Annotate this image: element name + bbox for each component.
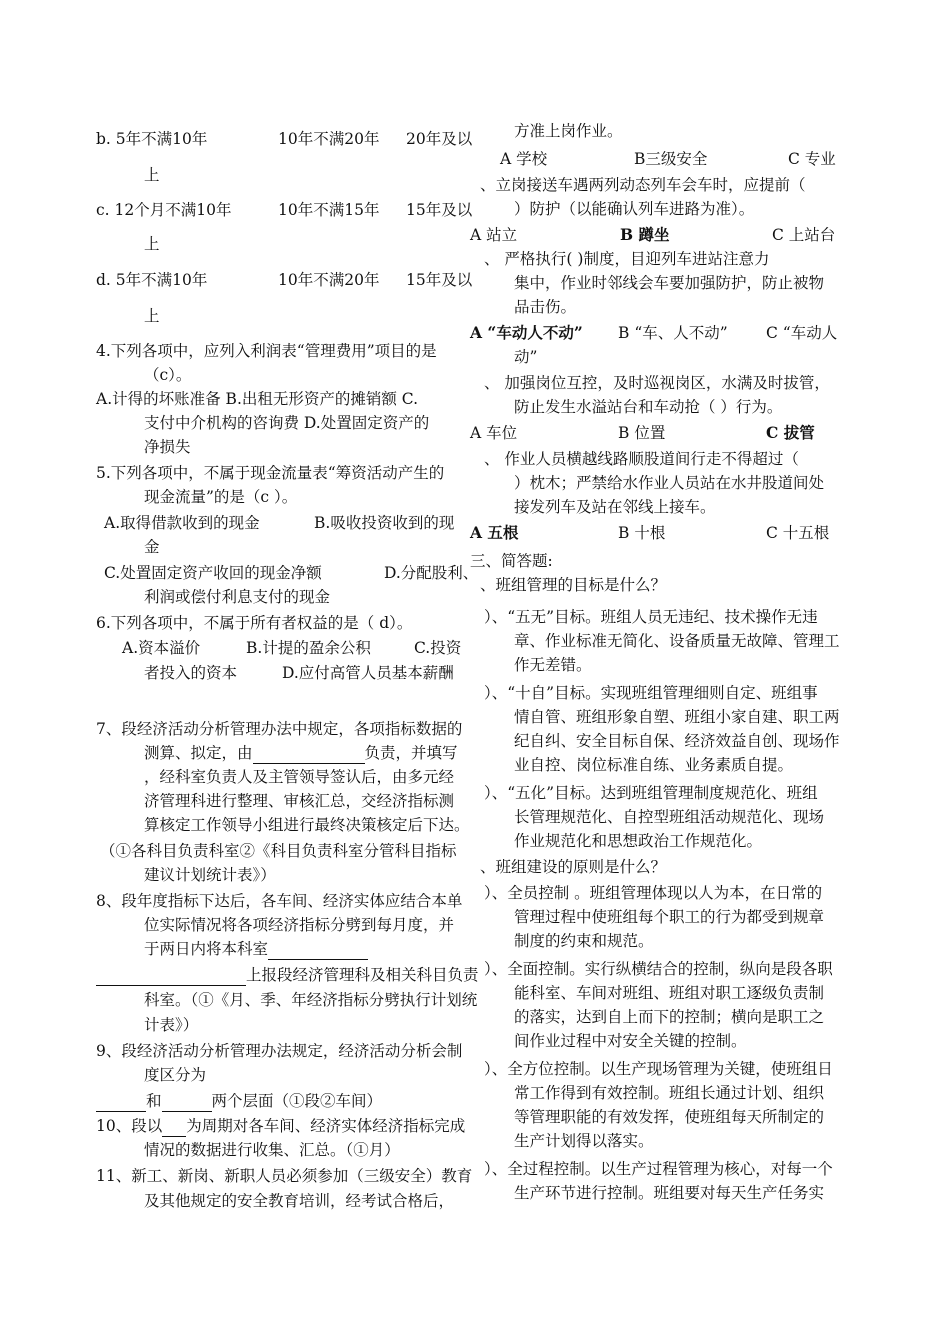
question-line: 、 严格执行( )制度，目迎列车进站注意力: [484, 250, 770, 268]
q3-option-d: [96, 269, 473, 291]
blank-underline: [96, 969, 246, 986]
question-11: 11、新工、新岗、新职人员必须参加（三级安全）教育: [96, 1167, 473, 1185]
question-8-line: 位实际情况将各项经济指标分劈到每月度，并: [144, 916, 455, 934]
text: 测算、拟定，由: [144, 744, 253, 762]
option-text: b. 5年不满10年: [96, 130, 208, 148]
option-text: C.投资: [414, 639, 462, 657]
short-question-1: 、班组管理的目标是什么？: [480, 576, 667, 594]
answer-line: ）、全员控制 。班组管理体现以人为本，在日常的: [484, 884, 823, 902]
question-4-answer: （c）。: [144, 366, 192, 384]
option-text: A 学校: [500, 150, 548, 168]
blank-underline: [268, 943, 368, 960]
answer-line: ）、“十自”目标。实现班组管理细则自定、班组事: [484, 684, 818, 702]
option-text: B 位置: [618, 424, 666, 442]
answer-line: 生产环节进行控制。班组要对每天生产任务实: [514, 1184, 825, 1202]
continuation-line: 方准上岗作业。: [514, 122, 623, 140]
question-7: 7、段经济活动分析管理办法中规定，各项指标数据的: [96, 720, 463, 738]
question-4: 4.下列各项中，应列入利润表“管理费用”项目的是: [96, 342, 437, 360]
q3-option-c: [96, 199, 473, 221]
question-9-line: [96, 1090, 382, 1112]
question-4-options: 净损失: [144, 438, 191, 456]
option-text: B三级安全: [634, 150, 708, 168]
option-text: C “车动人: [766, 324, 838, 342]
question-8-line: [144, 938, 368, 960]
question-line: 、 作业人员横越线路顺股道间行走不得超过（: [484, 450, 799, 468]
question-line: 、立岗接送车遇两列动态列车会车时，应提前（: [480, 176, 806, 194]
answer-line: 制度的约束和规范。: [514, 932, 654, 950]
answer-line: 作无差错。: [514, 656, 592, 674]
option-text: A 站立: [470, 226, 518, 244]
answer-line: ）、全面控制。实行纵横结合的控制，纵向是段各职: [484, 960, 833, 978]
question-line: 防止发生水溢站台和车动抢（ ）行为。: [514, 398, 783, 416]
answer-line: 管理过程中使班组每个职工的行为都受到规章: [514, 908, 825, 926]
option-text: B.计提的盈余公积: [246, 639, 371, 657]
section-heading: 三、简答题:: [470, 552, 553, 570]
option-text: 利润或偿付利息支付的现金: [144, 588, 331, 606]
option-text: C 上站台: [772, 226, 836, 244]
question-4-options: 支付中介机构的咨询费 D.处置固定资产的: [144, 414, 430, 432]
option-text: c. 12个月不满10年: [96, 201, 232, 219]
option-text: [766, 422, 815, 444]
text: 10、段以: [96, 1117, 163, 1135]
question-6: 6.下列各项中，不属于所有者权益的是（ d）。: [96, 614, 413, 632]
answer-line: 的落实，达到自上而下的控制；横向是职工之: [514, 1008, 825, 1026]
question-7-line: [144, 742, 458, 764]
answer-line: ）、“五无”目标。班组人员无违纪、技术操作无违: [484, 608, 818, 626]
text: 上报段经济管理科及相关科目负责: [246, 966, 479, 984]
question-7-line: 济管理科进行整理、审核汇总，交经济指标测: [144, 792, 455, 810]
answer-line: 情自管、班组形象自塑、班组小家自建、职工两: [514, 708, 840, 726]
question-10: [96, 1115, 465, 1137]
option-text: D.分配股利、: [384, 564, 479, 582]
blank-underline: [162, 1095, 212, 1112]
option-text-correct: B 蹲坐: [620, 225, 670, 244]
text: 为周期对各车间、经济实体经济指标完成: [186, 1117, 466, 1135]
question-5: 5.下列各项中，不属于现金流量表“筹资活动产生的: [96, 464, 445, 482]
blank-underline: [96, 1095, 146, 1112]
answer-line: 长管理规范化、自控型班组活动规范化、现场: [514, 808, 825, 826]
option-text: 者投入的资本: [144, 664, 238, 682]
answer-line: 业自控、岗位标准自练、业务素质自提。: [514, 756, 794, 774]
question-7-answer: 建议计划统计表》）: [144, 866, 276, 884]
option-text: d. 5年不满10年: [96, 271, 208, 289]
question-line: 品击伤。: [514, 298, 577, 316]
question-line: ）防护（以能确认列车进路为准）。: [514, 200, 755, 218]
answer-line: 等管理职能的有效发挥，使班组每天所制定的: [514, 1108, 825, 1126]
question-7-answer: （①各科目负责科室②《科目负责科室分管科目指标: [100, 842, 457, 860]
question-4-options: A.计得的坏账准备 B.出租无形资产的摊销额 C.: [96, 390, 419, 408]
question-line: 接发列车及站在邻线上接车。: [514, 498, 716, 516]
question-10-line: 情况的数据进行收集、汇总。（①月）: [144, 1141, 400, 1159]
short-question-2: 、班组建设的原则是什么？: [480, 858, 667, 876]
answer-line: ）、全方位控制。以生产现场管理为关键，使班组日: [484, 1060, 833, 1078]
option-text-correct: A 五根: [470, 523, 519, 542]
option-text: A.资本溢价: [122, 639, 201, 657]
answer-line: 章、作业标准无简化、设备质量无故障、管理工: [514, 632, 840, 650]
answer-line: ）、全过程控制。以生产过程管理为核心，对每一个: [484, 1160, 833, 1178]
option-text: B.吸收投资收到的现: [314, 514, 455, 532]
question-line: 集中，作业时邻线会车要加强防护，防止被物: [514, 274, 825, 292]
question-5-answer: 现金流量”的是（c ）。: [144, 488, 298, 506]
answer-line: 纪自纠、安全目标自保、经济效益自创、现场作: [514, 732, 840, 750]
question-8-answer: 计表》）: [144, 1016, 199, 1034]
question-7-line: ，经科室负责人及主管领导签认后，由多元经: [144, 768, 455, 786]
text: 负责，并填写: [364, 744, 458, 762]
answer-line: 常工作得到有效控制。班组长通过计划、组织: [514, 1084, 825, 1102]
question-7-line: 算核定工作领导小组进行最终决策核定后下达。: [144, 816, 470, 834]
question-9: 9、段经济活动分析管理办法规定，经济活动分析会制: [96, 1042, 463, 1060]
option-text: C 专业: [788, 150, 836, 168]
option-text: 10年不满20年: [278, 130, 380, 148]
option-text: 动”: [514, 348, 538, 366]
option-text: 15年及以: [406, 271, 473, 289]
option-text: C.处置固定资产收回的现金净额: [104, 564, 322, 582]
question-8: 8、段年度指标下达后，各车间、经济实体应结合本单: [96, 892, 463, 910]
question-8-line: [96, 964, 479, 986]
text: 于两日内将本科室: [144, 940, 269, 958]
option-text-correct: A “车动人不动”: [470, 323, 583, 342]
option-text: D.应付高管人员基本薪酬: [282, 664, 454, 682]
question-11-line: 及其他规定的安全教育培训，经考试合格后，: [144, 1192, 455, 1210]
blank-underline: [162, 1120, 186, 1137]
option-text: 金: [144, 538, 160, 556]
question-8-answer: 科室。（①《月、季、年经济指标分劈执行计划统: [144, 991, 478, 1009]
option-text: B 十根: [618, 524, 666, 542]
option-text: B “车、人不动”: [618, 324, 728, 342]
answer-line: 生产计划得以落实。: [514, 1132, 654, 1150]
option-text: 10年不满20年: [278, 271, 380, 289]
answer-line: ）、“五化”目标。达到班组管理制度规范化、班组: [484, 784, 818, 802]
question-line: ）枕木；严禁给水作业人员站在水井股道间处: [514, 474, 825, 492]
text: 和: [146, 1092, 162, 1110]
answer-line: 作业规范化和思想政治工作规范化。: [514, 832, 763, 850]
option-c-text: C 拔管: [766, 423, 815, 442]
answer-line: 间作业过程中对安全关键的控制。: [514, 1032, 747, 1050]
option-text: A 车位: [470, 424, 518, 442]
question-9-line: 度区分为: [144, 1066, 207, 1084]
blank-underline: [253, 747, 365, 764]
option-text: C 十五根: [766, 524, 830, 542]
text: 两个层面（①段②车间）: [211, 1092, 383, 1110]
option-text: 20年及以: [406, 130, 473, 148]
option-continuation: 上: [144, 235, 160, 253]
option-text: 15年及以: [406, 201, 473, 219]
option-continuation: 上: [144, 166, 160, 184]
option-text: 10年不满15年: [278, 201, 380, 219]
answer-line: 能科室、车间对班组、班组对职工逐级负责制: [514, 984, 825, 1002]
option-text: A.取得借款收到的现金: [104, 514, 260, 532]
question-line: 、 加强岗位互控，及时巡视岗区，水满及时拔管，: [484, 374, 830, 392]
option-continuation: 上: [144, 307, 160, 325]
q3-option-b: [96, 128, 473, 150]
